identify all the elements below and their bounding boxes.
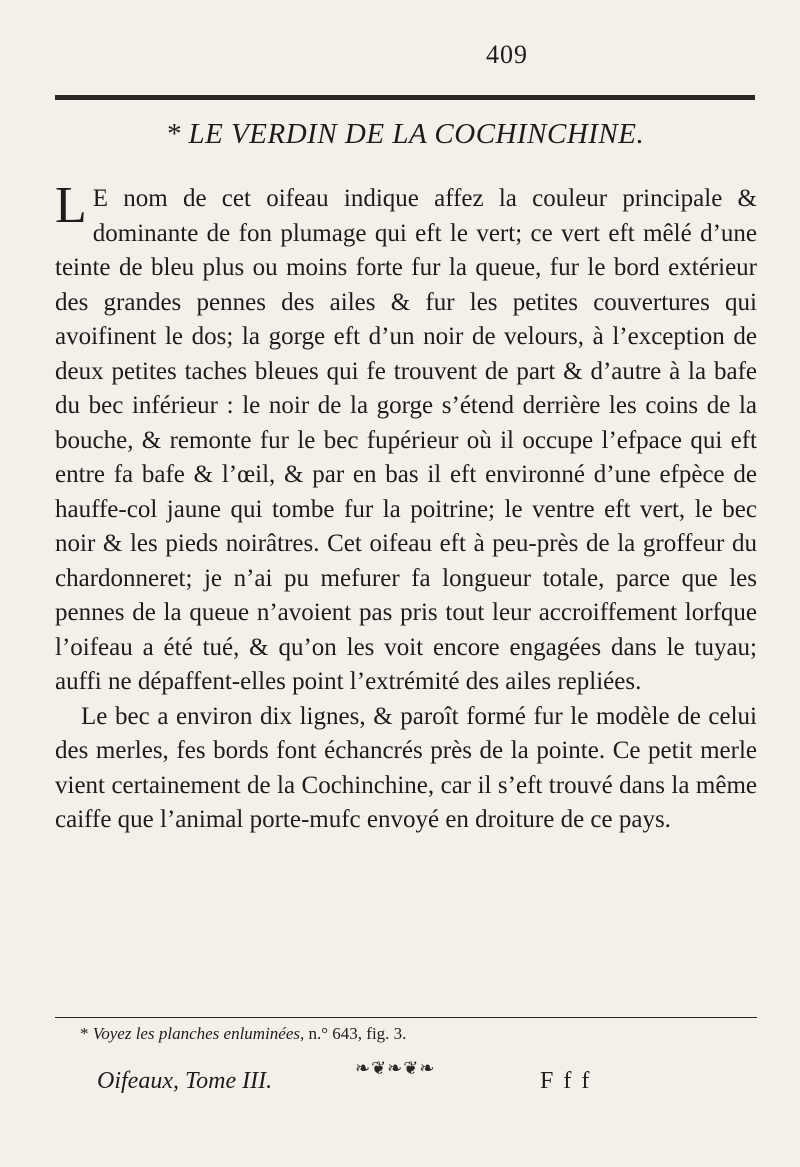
footnote-italic: Voyez les planches enluminées, (92, 1024, 305, 1043)
paragraph-1 (55, 177, 757, 700)
footnote-marker: * (80, 1024, 89, 1043)
paragraph-2: Le bec a environ dix lignes, & paroît formé fur le modèle de celui des merles, fes bords font échancrés près de la pointe. Ce petit merle vient certainement de la Cochinchine, car il s’eft trouvé dans la même caiffe que l’animal porte-mufc envoyé en droiture de ce pays. (55, 702, 757, 833)
paragraph-1-text: E nom de cet oifeau indique affez la couleur principale & dominante de fon plumage qui eft le vert; ce vert eft mêlé d’une teinte de bleu plus ou moins forte fur la queue, fur le bord extérieur des grandes pennes des ailes & fur les petites couvertures qui avoifinent le dos; la gorge eft d’un noir de velours, à l’exception de deux petites taches bleues qui fe trouvent de part & d’autre à la bafe du bec inférieur : le noir de la gorge s’étend derrière les coins de la bouche, & remonte fur le bec fupérieur où il occupe l’efpace qui eft entre fa bafe & l’œil, & par en bas il eft environné d’une efpèce de hauffe-col jaune qui tombe fur la poitrine; le ventre eft vert, le bec noir & les pieds noirâtres. Cet oifeau eft à peu-près de la groffeur du chardonneret; je n’ai pu mefurer fa longueur totale, parce que les pennes de la queue n’avoient pas pris tout leur accroiffement lorfque l’oifeau a été tué, & qu’on les voit encore engagées dans le tuyau; auffi ne dépaffent-elles point l’extrémité des ailes repliées. (55, 185, 757, 695)
footnote-rule (55, 1017, 757, 1018)
body-text (55, 177, 757, 838)
header-rule (55, 95, 755, 100)
volume-signature: Oifeaux, Tome III. (97, 1068, 273, 1094)
footnote (80, 1024, 406, 1044)
page-number: 409 (486, 40, 528, 69)
drop-cap: L (55, 177, 87, 234)
fleuron-ornament: ❧❦❧❦❧ (355, 1058, 436, 1078)
chapter-title: * LE VERDIN DE LA COCHINCHINE. (165, 118, 645, 150)
signature-mark: F f f (540, 1068, 592, 1094)
footnote-reference: n.° 643, fig. 3. (308, 1024, 407, 1043)
